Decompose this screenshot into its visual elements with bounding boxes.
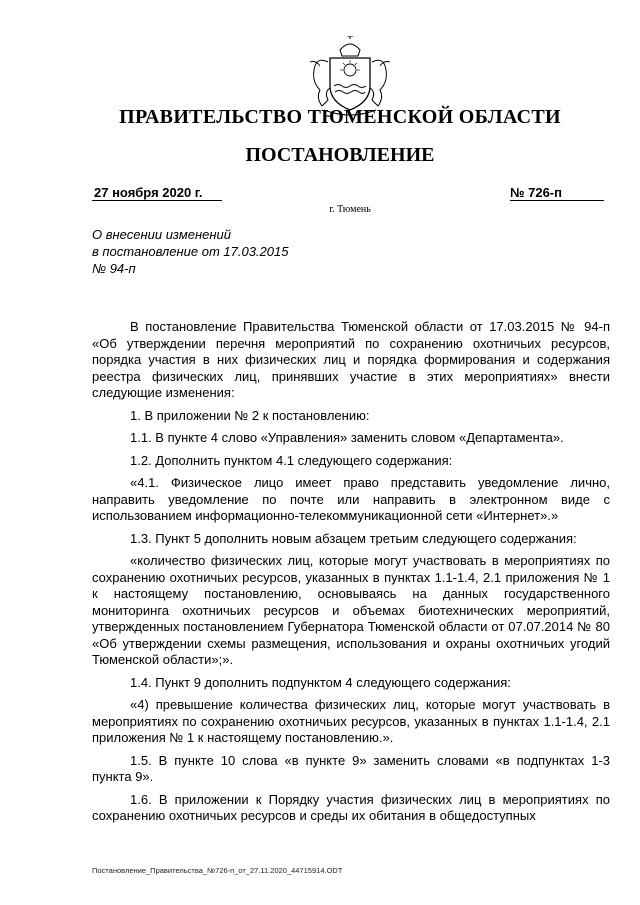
government-title: ПРАВИТЕЛЬСТВО ТЮМЕНСКОЙ ОБЛАСТИ (119, 106, 561, 128)
subject-line: № 94-п (92, 261, 136, 276)
body-paragraph: 1.1. В пункте 4 слово «Управления» заменить словом «Департамента». (130, 430, 564, 445)
document-date: 27 ноября 2020 г. (92, 185, 222, 201)
document-type: ПОСТАНОВЛЕНИЕ (245, 144, 435, 166)
body-paragraph: 1. В приложении № 2 к постановлению: (130, 407, 370, 423)
subject-line: О внесении изменений (92, 227, 231, 242)
subject-line: в постановление от 17.03.2015 (92, 244, 289, 259)
body-paragraph: «4) превышение количества физических лиц, которые могут участвовать в мероприятиях по сохранению охотничьих ресурсов, указанных в пунктах 1.1-1.4, 2.1 приложения № 1 к настоящему постановлению.». (92, 697, 610, 745)
body-paragraph: 1.4. Пункт 9 дополнить подпунктом 4 следующего содержания: (130, 674, 511, 690)
body-paragraph: 1.3. Пункт 5 дополнить новым абзацем третьим следующего содержания: (130, 530, 577, 546)
body-paragraph: 1.5. В пункте 10 слова «в пункте 9» заменить словами «в подпунктах 1-3 пункта 9». (92, 752, 610, 784)
document-body (92, 319, 610, 831)
body-paragraph: 1.2. Дополнить пунктом 4.1 следующего содержания: (130, 452, 453, 468)
document-number: № 726-п (510, 185, 604, 201)
footer-filename: Постановление_Правительства_№726-п_от_27.11.2020_44715914.ODT (92, 866, 343, 875)
document-subject (92, 226, 288, 277)
body-paragraph: «количество физических лиц, которые могут участвовать в мероприятиях по сохранению охотничьих ресурсов, указанных в пунктах 1.1-1.4, 2.1 приложения № 1 к настоящему постановлению, основываясь на данных государственного мониторинга охотничьих ресурсов и объемах биотехнических мероприятий, утвержденных постановлением Губернатора Тюменской области от 07.07.2014 № 80 «Об утверждении схемы размещения, использования и охраны охотничьих угодий Тюменской области»;». (92, 553, 610, 667)
body-paragraph: В постановление Правительства Тюменской области от 17.03.2015 № 94-п «Об утверждении перечня мероприятий по сохранению охотничьих ресурсов, порядка участия в них физических лиц и порядка формирования и содержания реестра физических лиц, принявших участие в этих мероприятиях» внести следующие изменения: (92, 319, 610, 400)
body-paragraph: «4.1. Физическое лицо имеет право представить уведомление лично, направить уведомление по почте или направить в электронном виде с использованием информационно-телекоммуникационной сети «Интернет».» (92, 475, 610, 523)
body-paragraph: 1.6. В приложении к Порядку участия физических лиц в мероприятиях по сохранению охотничьих ресурсов и среды их обитания в общедоступных (92, 791, 610, 823)
city-label: г. Тюмень (329, 204, 371, 215)
